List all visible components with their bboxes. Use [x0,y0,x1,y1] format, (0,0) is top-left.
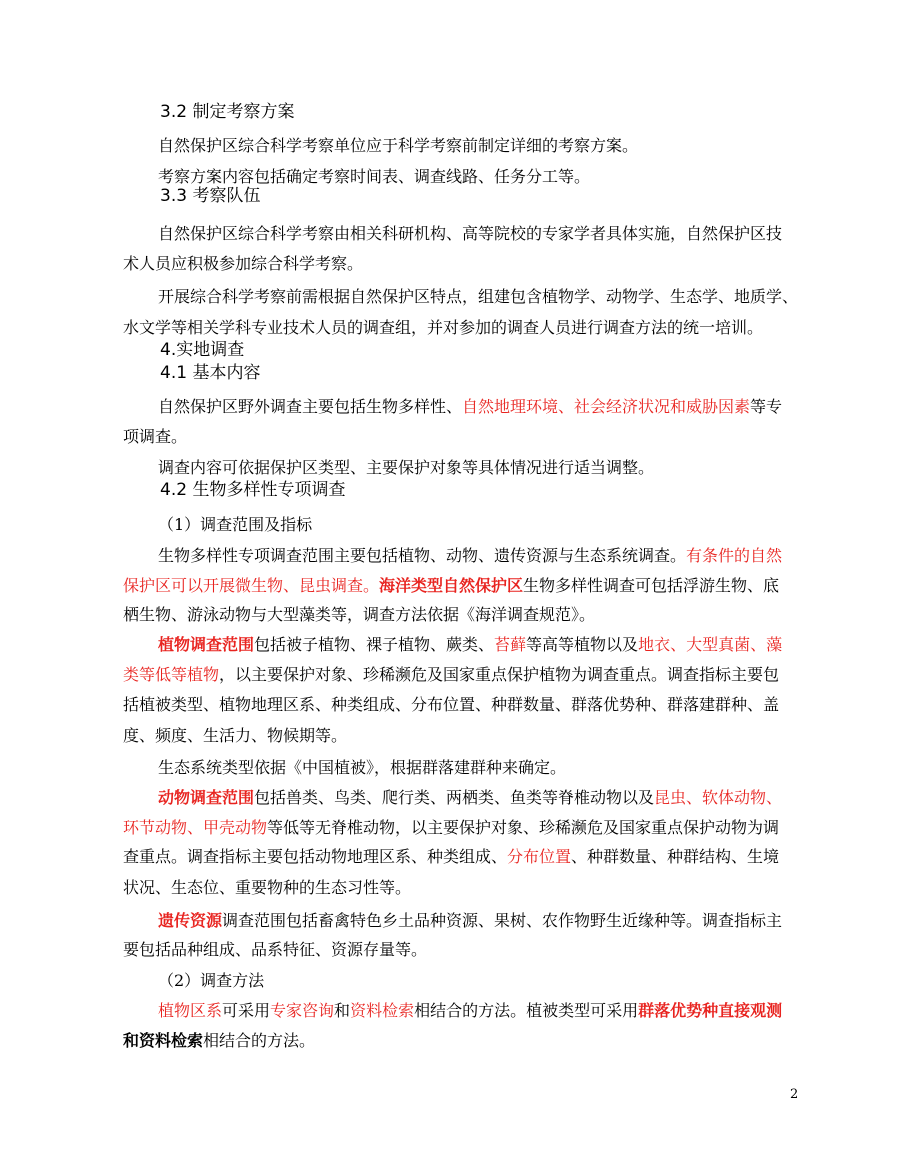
text-line [123,877,920,899]
text-line [158,135,920,157]
text-line [158,514,920,536]
text-run: （1）调查范围及指标 [158,515,313,534]
page-number: 2 [790,1087,799,1102]
highlighted-text: 和 [123,1031,140,1050]
text-line [123,317,920,339]
text-run: 栖生物、游泳动物与大型藻类等，调查方法依据《海洋调查规范》。 [123,605,596,624]
section-heading [160,185,920,207]
text-run: 开展综合科学考察前需根据自然保护区特点，组建包含植物学、动物学、生态学、地质学、 [158,287,799,306]
text-run: 调查内容可依据保护区类型、主要保护对象等具体情况进行适当调整。 [158,458,655,477]
text-line [123,1030,920,1052]
text-line [158,634,920,656]
text-line [158,1000,920,1022]
text-run: 生物多样性专项调查范围主要包括植物、动物、遗传资源与生态系统调查。 [158,546,687,565]
highlighted-text: 分布位置 [507,847,572,866]
text-line [158,787,920,809]
text-run: 相结合的方法。植被类型可采用 [414,1001,639,1020]
highlighted-text: 自然地理环境、社会经济状况和威胁因素 [462,397,751,416]
text-run: 可采用 [222,1001,271,1020]
text-line [158,757,920,779]
text-line [123,253,920,275]
text-run: 项调查。 [123,427,188,446]
text-run: 相结合的方法。 [203,1031,316,1050]
text-run: 包括兽类、鸟类、爬行类、两栖类、鱼类等脊椎动物以及 [254,788,655,807]
highlighted-text: 资料检索 [139,1031,204,1050]
highlighted-text: 资料检索 [350,1001,415,1020]
highlighted-text: 有条件的自然 [686,546,783,565]
text-run: 生物多样性调查可包括浮游生物、底 [523,576,780,595]
text-line [123,575,920,597]
text-run: 考察方案内容包括确定考察时间表、调查线路、任务分工等。 [158,167,591,186]
text-run: 术人员应积极参加综合科学考察。 [123,254,364,273]
text-run: 水文学等相关学科专业技术人员的调查组，并对参加的调查人员进行调查方法的统一培训。 [123,318,764,337]
section-heading [160,362,920,384]
text-run: 查重点。调查指标主要包括动物地理区系、种类组成、 [123,847,508,866]
text-line [158,457,920,479]
text-line [158,396,920,418]
text-run: 状况、生态位、重要物种的生态习性等。 [123,878,412,897]
text-run: 度、频度、生活力、物候期等。 [123,726,348,745]
text-run: 4.1 基本内容 [160,363,261,383]
text-line [123,817,920,839]
text-run: 等低等无脊椎动物，以主要保护对象、珍稀濒危及国家重点保护动物为调 [267,818,780,837]
text-run: 和 [334,1001,351,1020]
highlighted-text: 专家咨询 [270,1001,335,1020]
highlighted-text: 动物调查范围 [158,788,255,807]
text-run: 括植被类型、植物地理区系、种类组成、分布位置、种群数量、群落优势种、群落建群种、盖 [123,695,780,714]
text-line [123,725,920,747]
text-line [158,223,920,245]
section-heading [160,479,920,501]
highlighted-text: 保护区可以开展微生物、昆虫调查。 [123,576,380,595]
text-run: 自然保护区野外调查主要包括生物多样性、 [158,397,463,416]
text-run: 等高等植物以及 [526,635,639,654]
text-run: 要包括品种组成、品系特征、资源存量等。 [123,940,428,959]
section-heading [160,339,920,361]
text-line [158,970,920,992]
text-line [123,426,920,448]
text-run: 3.3 考察队伍 [160,186,261,206]
text-run: 生态系统类型依据《中国植被》，根据群落建群种来确定。 [158,758,567,777]
text-line [123,664,920,686]
text-line [158,545,920,567]
highlighted-text: 植物调查范围 [158,635,255,654]
text-run: 等专 [750,397,783,416]
text-line [158,286,920,308]
text-line [158,910,920,932]
text-line [123,604,920,626]
highlighted-text: 类等低等植物 [123,665,220,684]
text-run: 调查范围包括畜禽特色乡土品种资源、果树、农作物野生近缘种等。调查指标主 [222,911,783,930]
text-run: 自然保护区综合科学考察单位应于科学考察前制定详细的考察方案。 [158,136,639,155]
highlighted-text: 群落优势种直接观测 [638,1001,783,1020]
text-run: ，以主要保护对象、珍稀濒危及国家重点保护植物为调查重点。调查指标主要包 [219,665,780,684]
text-run: 4.2 生物多样性专项调查 [160,480,346,500]
text-run: 4.实地调查 [160,340,245,360]
text-line [123,694,920,716]
highlighted-text: 昆虫、软体动物、 [654,788,783,807]
text-run: 自然保护区综合科学考察由相关科研机构、高等院校的专家学者具体实施，自然保护区技 [158,224,783,243]
text-line [123,939,920,961]
highlighted-text: 苔藓 [494,635,527,654]
text-line [123,846,920,868]
text-run: （2）调查方法 [158,971,265,990]
text-run: 、种群数量、种群结构、生境 [571,847,780,866]
section-heading [160,101,920,123]
text-run: 3.2 制定考察方案 [160,102,295,122]
highlighted-text: 遗传资源 [158,911,223,930]
highlighted-text: 环节动物、甲壳动物 [123,818,268,837]
highlighted-text: 地衣、大型真菌、藻 [638,635,783,654]
text-run: 包括被子植物、裸子植物、蕨类、 [254,635,495,654]
highlighted-text: 海洋类型自然保护区 [379,576,524,595]
highlighted-text: 植物区系 [158,1001,223,1020]
